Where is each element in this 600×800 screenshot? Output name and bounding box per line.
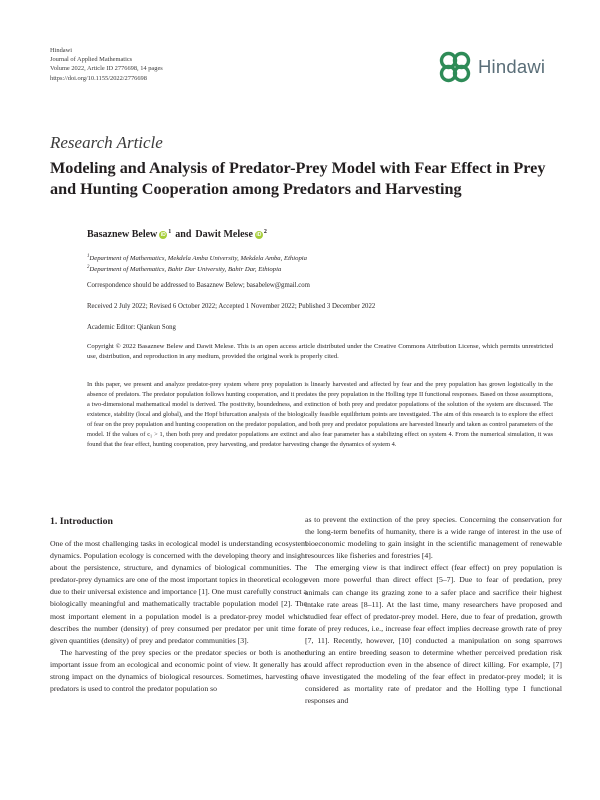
hindawi-logo-text: Hindawi	[478, 56, 546, 77]
publisher-name: Hindawi	[50, 47, 73, 54]
correspondence: Correspondence should be addressed to Basaznew Belew; basabelew@gmail.com	[87, 282, 310, 289]
paragraph: The harvesting of the prey species or the predator species or both is another important issue from an ecological and economic point of view. It generally has a strong impact on the dynamics of biological resources. Sometimes, harvesting of predators is used to control the predator population so	[50, 647, 307, 694]
copyright-notice: Copyright © 2022 Basaznew Belew and Dawit Melese. This is an open access article distributed under the Creative Commons Attribution License, which permits unrestricted use, distribution, and reproduction in any medium, provided the original work is properly cited.	[87, 343, 553, 360]
paragraph: as to prevent the extinction of the prey species. Concerning the conservation for the long-term benefits of humanity, there is a wide range of interest in the use of bioeconomic modeling to gain insight in the scientific management of renewable resources like fisheries and forestries [4].	[305, 515, 562, 561]
paragraph: One of the most challenging tasks in ecological model is understanding ecosystem dynamics. Population ecology is concerned with the developing theory and insight about the persistence, structure, and dynamics of biological communities. The predator-prey dynamics are one of the most important topics in theoretical ecology due to their universal existence and importance [1]. One must carefully construct a biologically meaningful and mathematically tractable population model [2]. The most important element in a population model is a predator-prey model which describes the number (density) of prey consumed per predator per unit time for given quantities (density) of prey and predator communities [3].	[50, 539, 307, 645]
journal-meta	[50, 46, 163, 83]
author-joiner: and	[175, 229, 192, 240]
hindawi-logo-icon	[436, 48, 474, 86]
publication-dates: Received 2 July 2022; Revised 6 October 2022; Accepted 1 November 2022; Published 3 December 2022	[87, 303, 376, 310]
affiliation-mark: 1	[87, 254, 90, 259]
affiliation-mark: 2	[87, 265, 90, 270]
author-name[interactable]: Basaznew Belew	[87, 229, 158, 240]
abstract: In this paper, we present and analyze predator-prey system where prey population is linearly harvested and affected by fear and the prey population has grown logistically in the absence of predators. The predator population follows hunting cooperation, and it predates the prey population in the Holling type II functional responses. Based on those assumptions, a two-dimensional mathematical model is derived. The positivity, boundedness, and extinction of both prey and predator populations of the solution of the system are discussed. The existence, stability (local and global), and the Hopf bifurcation analysis of the biologically feasible equilibrium points are investigated. The aim of this research is to explore the effect of fear on the prey population and hunting cooperation on the predator population, and both prey and predator populations are harvested linearly and taken as control parameters of the model. If the values of c₁ > 1, then both prey and predator populations are extinct and also fear parameter has a stabilizing effect on system 4. From the numerical simulation, it was found that the fear effect, hunting cooperation, prey harvesting, and predator harvesting change the dynamics of system 4.	[87, 381, 553, 448]
author-affiliation-mark: 2	[263, 228, 267, 235]
article-type: Research Article	[50, 133, 163, 152]
article-title: Modeling and Analysis of Predator-Prey Model with Fear Effect in Prey and Hunting Cooperation among Predators and Harvesting	[50, 159, 546, 198]
academic-editor: Academic Editor: Qiankun Song	[87, 324, 176, 331]
affiliation-text: Department of Mathematics, Mekdela Amba University, Mekdela Amba, Ethiopia	[89, 255, 308, 263]
orcid-icon[interactable]: iD	[256, 231, 262, 238]
hindawi-logo[interactable]	[436, 48, 545, 86]
section-heading: 1. Introduction	[50, 516, 113, 527]
author-name[interactable]: Dawit Melese	[195, 229, 253, 240]
affiliation	[87, 263, 557, 275]
author-affiliation-mark: 1	[168, 228, 172, 235]
affiliation-text: Department of Mathematics, Bahir Dar University, Bahir Dar, Ethiopia	[89, 266, 282, 274]
body-column-right	[305, 514, 562, 708]
journal-name: Journal of Applied Mathematics	[50, 56, 133, 64]
orcid-icon[interactable]: iD	[160, 231, 166, 238]
doi-link[interactable]: https://doi.org/10.1155/2022/2776698	[50, 74, 147, 82]
author-list	[87, 229, 557, 240]
body-column-left	[50, 538, 307, 695]
paragraph: The emerging view is that indirect effect (fear effect) on prey population is even more powerful than direct effect [5–7]. Due to fear of predation, prey animals can change its grazing zone to a safer place and sacrifice their highest intake rate areas [8–11]. At the last time, many researchers have proposed and studied fear effect of predator-prey model. Here, due to fear of predation, growth rate of prey reduces, i.e., increase fear effect implies decrease growth rate of prey [7, 11]. Recently, however, [10] conducted a manipulation on song sparrows during an entire breeding season to determine whether perceived predation risk could affect reproduction even in the absence of direct killing. For example, [7] have investigated the modeling of the fear effect in predator-prey model; it is considered as mortality rate of predator and the Holling type I functional responses and	[305, 563, 562, 706]
volume-info: Volume 2022, Article ID 2776698, 14 pages	[50, 65, 163, 73]
